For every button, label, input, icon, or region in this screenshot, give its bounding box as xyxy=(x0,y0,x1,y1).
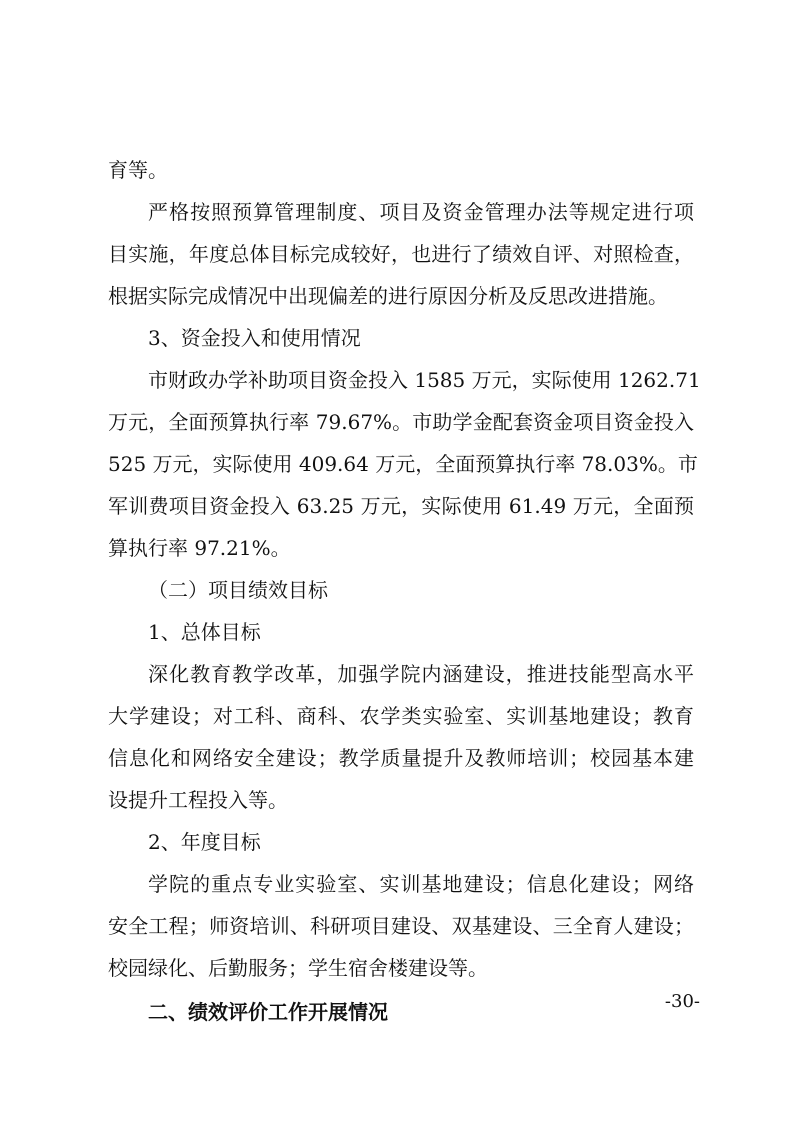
paragraph-start: 市财政办学补助项目资金投入 1585 万元，实际使用 1262.71 xyxy=(148,368,701,392)
section-heading: 3、资金投入和使用情况 xyxy=(148,326,361,350)
text-line: 安全工程；师资培训、科研项目建设、双基建设、三全育人建设； xyxy=(108,914,694,938)
text-line: 信息化和网络安全建设；教学质量提升及教师培训；校园基本建 xyxy=(108,746,694,770)
page-number: -30- xyxy=(664,991,700,1012)
text-line: 目实施，年度总体目标完成较好，也进行了绩效自评、对照检查， xyxy=(108,242,694,266)
section-heading: 2、年度目标 xyxy=(148,830,261,854)
text-line: 算执行率 97.21%。 xyxy=(108,536,291,560)
paragraph-start: 严格按照预算管理制度、项目及资金管理办法等规定进行项 xyxy=(148,200,694,224)
text-line: 大学建设；对工科、商科、农学类实验室、实训基地建设；教育 xyxy=(108,704,694,728)
section-heading: 1、总体目标 xyxy=(148,620,261,644)
text-line: 设提升工程投入等。 xyxy=(108,788,288,812)
section-heading: （二）项目绩效目标 xyxy=(148,578,328,602)
text-line: 育等。 xyxy=(108,158,168,182)
text-line: 校园绿化、后勤服务；学生宿舍楼建设等。 xyxy=(108,956,488,980)
chapter-heading: 二、绩效评价工作开展情况 xyxy=(148,1000,388,1024)
text-line: 525 万元，实际使用 409.64 万元，全面预算执行率 78.03%。市 xyxy=(108,452,698,476)
text-line: 万元，全面预算执行率 79.67%。市助学金配套资金项目资金投入 xyxy=(108,410,694,434)
paragraph-start: 深化教育教学改革，加强学院内涵建设，推进技能型高水平 xyxy=(148,662,694,686)
paragraph-start: 学院的重点专业实验室、实训基地建设；信息化建设；网络 xyxy=(148,872,694,896)
text-line: 根据实际完成情况中出现偏差的进行原因分析及反思改进措施。 xyxy=(108,284,668,308)
text-line: 军训费项目资金投入 63.25 万元，实际使用 61.49 万元，全面预 xyxy=(108,494,694,518)
